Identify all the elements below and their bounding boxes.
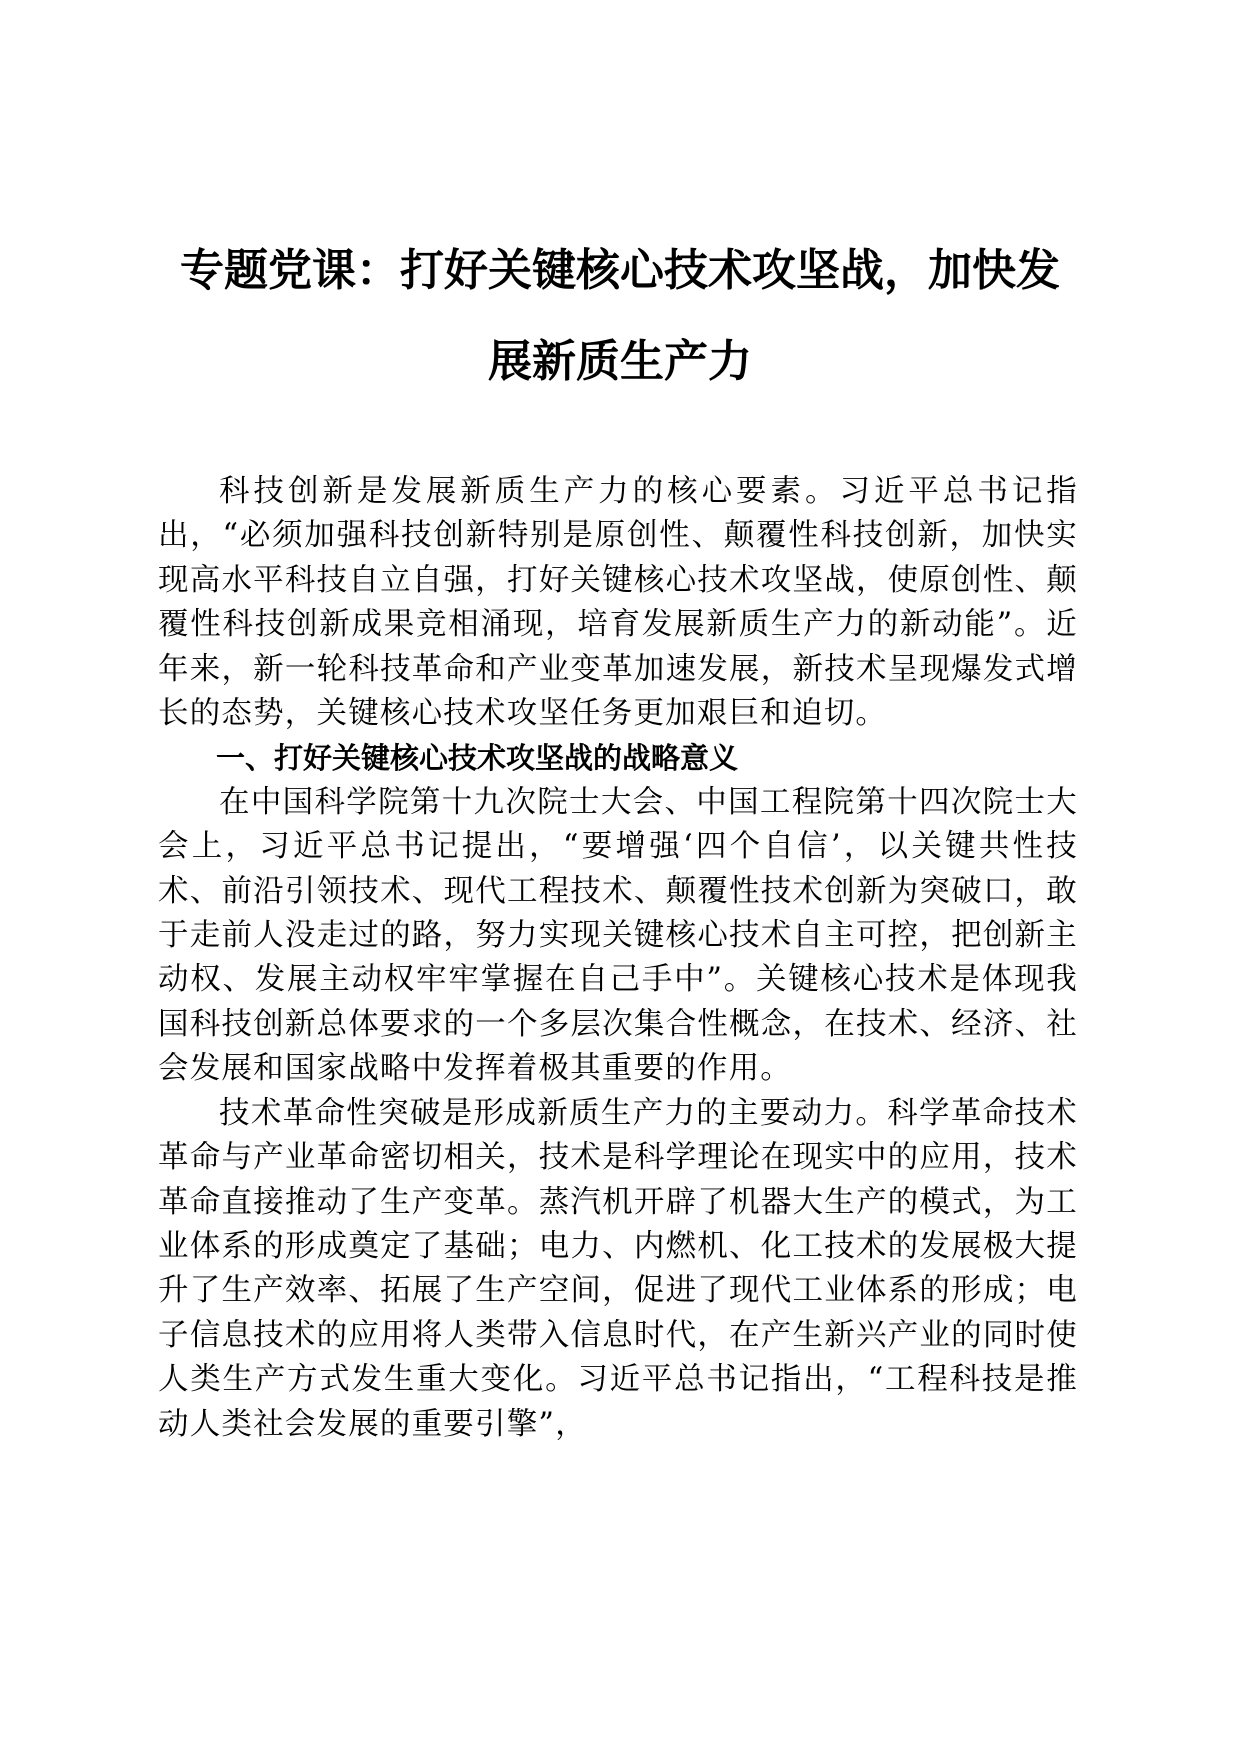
paragraph-technology-revolution: 技术革命性突破是形成新质生产力的主要动力。科学革命技术革命与产业革命密切相关，技术是科学理论在现实中的应用，技术革命直接推动了生产变革。蒸汽机开辟了机器大生产的模式，为工业体系的形成奠定了基础；电力、内燃机、化工技术的发展极大提升了生产效率、拓展了生产空间，促进了现代工业体系的形成；电子信息技术的应用将人类带入信息时代，在产生新兴产业的同时使人类生产方式发生重大变化。习近平总书记指出，“工程科技是推动人类社会发展的重要引擎”， <box>158 1095 1078 1442</box>
document-title <box>150 225 1090 407</box>
paragraph-strategic-significance: 在中国科学院第十九次院士大会、中国工程院第十四次院士大会上，习近平总书记提出，“要增强‘四个自信’，以关键共性技术、前沿引领技术、现代工程技术、颠覆性技术创新为突破口，敢于走前人没走过的路，努力实现关键核心技术自主可控，把创新主动权、发展主动权牢牢掌握在自己手中”。关键核心技术是体现我国科技创新总体要求的一个多层次集合性概念，在技术、经济、社会发展和国家战略中发挥着极其重要的作用。 <box>158 784 1078 1087</box>
section-heading-1: 一、打好关键核心技术攻坚战的战略意义 <box>216 741 739 776</box>
title-line-2: 展新质生产力 <box>488 336 752 387</box>
paragraph-intro: 科技创新是发展新质生产力的核心要素。习近平总书记指出，“必须加强科技创新特别是原创性、颠覆性科技创新，加快实现高水平科技自立自强，打好关键核心技术攻坚战，使原创性、颠覆性科技创新成果竞相涌现，培育发展新质生产力的新动能”。近年来，新一轮科技革命和产业变革加速发展，新技术呈现爆发式增长的态势，关键核心技术攻坚任务更加艰巨和迫切。 <box>158 474 1078 732</box>
document-body <box>158 470 1078 1447</box>
title-line-1: 专题党课：打好关键核心技术攻坚战，加快发 <box>180 245 1060 296</box>
